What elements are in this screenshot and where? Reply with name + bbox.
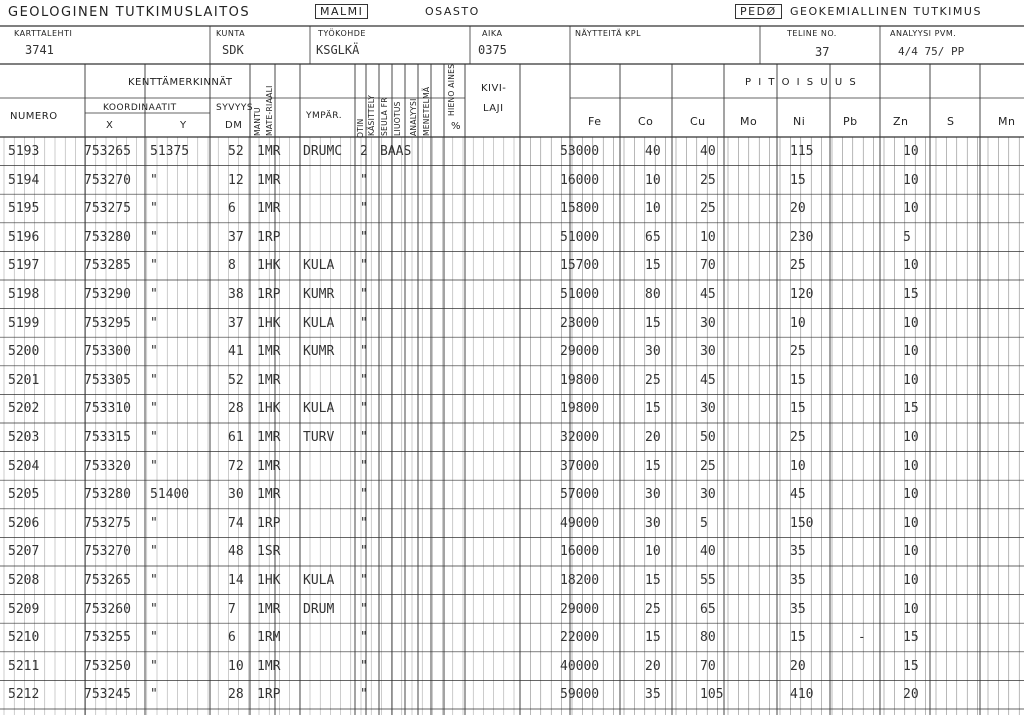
- row-depth: 74: [228, 515, 244, 531]
- row-fe: 18200: [560, 573, 600, 588]
- row-ympar: DRUM: [303, 601, 335, 617]
- row-y: ": [150, 344, 158, 360]
- row-depth: 12: [228, 172, 244, 188]
- row-number: 5195: [8, 201, 40, 217]
- row-material: 1RP: [257, 229, 281, 245]
- row-otin: ": [360, 601, 368, 617]
- row-fe: 15700: [560, 258, 600, 274]
- row-x: 753285: [84, 258, 131, 274]
- row-zn: 10: [903, 515, 919, 531]
- row-material: 1HK: [257, 401, 281, 417]
- row-ni: 120: [790, 287, 814, 302]
- row-zn: 15: [903, 630, 919, 646]
- institute-name: GEOLOGINEN TUTKIMUSLAITOS: [8, 5, 251, 20]
- fe-header: Fe: [588, 115, 602, 128]
- analyysi-header: ANALYYSI: [409, 98, 418, 136]
- row-otin: ": [360, 372, 368, 388]
- row-depth: 6: [228, 201, 236, 217]
- row-otin: ": [360, 515, 368, 531]
- row-ni: 230: [790, 229, 814, 245]
- row-y: ": [150, 315, 158, 331]
- row-cu: 30: [700, 315, 716, 331]
- menetelma-header: MENETELMÄ: [422, 86, 431, 136]
- row-otin: ": [360, 201, 368, 217]
- row-y: ": [150, 372, 158, 388]
- department-box: MALMI: [315, 4, 368, 19]
- row-otin: ": [360, 344, 368, 360]
- kivi-header: KIVI-: [481, 83, 507, 94]
- row-x: 753265: [84, 573, 131, 588]
- row-cu: 25: [700, 201, 716, 217]
- row-depth: 52: [228, 372, 244, 388]
- row-material: 1MR: [257, 172, 281, 188]
- row-co: 30: [645, 487, 661, 503]
- row-cu: 30: [700, 401, 716, 417]
- row-zn: 15: [903, 658, 919, 674]
- row-otin: ": [360, 687, 368, 703]
- row-ni: 15: [790, 630, 806, 646]
- row-x: 753305: [84, 372, 131, 388]
- row-x: 753270: [84, 172, 131, 188]
- row-zn: 10: [903, 344, 919, 360]
- kunta-label: KUNTA: [216, 29, 246, 38]
- row-material: 1RP: [257, 687, 281, 703]
- row-depth: 6: [228, 630, 236, 646]
- row-material: 1RM: [257, 630, 281, 646]
- row-number: 5208: [8, 573, 40, 588]
- row-otin: ": [360, 658, 368, 674]
- mn-header: Mn: [998, 115, 1016, 128]
- row-zn: 10: [903, 201, 919, 217]
- row-depth: 30: [228, 487, 244, 503]
- row-number: 5202: [8, 401, 40, 417]
- row-ympar: KULA: [303, 573, 335, 588]
- row-co: 80: [645, 287, 661, 302]
- row-otin: ": [360, 544, 368, 560]
- row-ni: 15: [790, 401, 806, 417]
- row-ni: 15: [790, 172, 806, 188]
- row-x: 753275: [84, 515, 131, 531]
- row-depth: 38: [228, 287, 244, 302]
- row-cu: 25: [700, 172, 716, 188]
- aika-label: AIKA: [482, 29, 503, 38]
- row-material: 1MR: [257, 201, 281, 217]
- karttalehti-label: KARTTALEHTI: [14, 29, 73, 38]
- row-material: 1MR: [257, 144, 281, 159]
- row-depth: 7: [228, 601, 236, 617]
- y-header: Y: [180, 120, 187, 131]
- row-zn: 10: [903, 258, 919, 274]
- row-co: 15: [645, 573, 661, 588]
- row-material: 1MR: [257, 430, 281, 445]
- row-depth: 37: [228, 315, 244, 331]
- analyysi-pvm-value: 4/4 75/ PP: [898, 45, 965, 58]
- section-label: GEOKEMIALLINEN TUTKIMUS: [790, 5, 982, 18]
- row-zn: 10: [903, 487, 919, 503]
- co-header: Co: [638, 115, 654, 128]
- teline-label: TELINE NO.: [787, 29, 837, 38]
- department-label: OSASTO: [425, 5, 480, 18]
- row-cu: 55: [700, 573, 716, 588]
- row-x: 753270: [84, 544, 131, 560]
- row-cu: 40: [700, 144, 716, 159]
- koordinaatit-header: KOORDINAATIT: [103, 103, 177, 113]
- row-x: 753275: [84, 201, 131, 217]
- row-zn: 15: [903, 287, 919, 302]
- row-material: 1MR: [257, 372, 281, 388]
- row-material: 1HK: [257, 258, 281, 274]
- row-y: 51400: [150, 487, 190, 503]
- row-number: 5203: [8, 430, 40, 445]
- row-ympar: KUMR: [303, 344, 335, 360]
- row-ympar: KUMR: [303, 287, 335, 302]
- row-x: 753310: [84, 401, 131, 417]
- row-co: 15: [645, 630, 661, 646]
- row-cu: 65: [700, 601, 716, 617]
- row-ni: 25: [790, 258, 806, 274]
- row-number: 5199: [8, 315, 40, 331]
- row-y: ": [150, 515, 158, 531]
- row-co: 40: [645, 144, 661, 159]
- row-zn: 10: [903, 315, 919, 331]
- row-fe: 37000: [560, 458, 600, 474]
- row-number: 5196: [8, 229, 40, 245]
- row-ni: 10: [790, 458, 806, 474]
- row-zn: 10: [903, 430, 919, 445]
- row-x: 753255: [84, 630, 131, 646]
- kenttamerkinnat-header: KENTTÄMERKINNÄT: [128, 77, 233, 88]
- row-ni: 410: [790, 687, 814, 703]
- row-fe: 32000: [560, 430, 600, 445]
- row-cu: 45: [700, 372, 716, 388]
- row-y: ": [150, 401, 158, 417]
- row-ni: 45: [790, 487, 806, 503]
- teline-value: 37: [815, 45, 830, 59]
- row-number: 5211: [8, 658, 40, 674]
- row-fe: 59000: [560, 687, 600, 703]
- row-fe: 57000: [560, 487, 600, 503]
- row-y: ": [150, 658, 158, 674]
- row-kivilaji: BAAS: [380, 144, 412, 159]
- laji-header: LAJI: [483, 103, 504, 114]
- row-otin: 2: [360, 144, 368, 159]
- row-y: ": [150, 229, 158, 245]
- row-ympar: KULA: [303, 401, 335, 417]
- row-zn: 10: [903, 172, 919, 188]
- row-otin: ": [360, 401, 368, 417]
- row-fe: 16000: [560, 544, 600, 560]
- row-ni: 25: [790, 344, 806, 360]
- row-cu: 70: [700, 258, 716, 274]
- row-x: 753290: [84, 287, 131, 302]
- row-otin: ": [360, 430, 368, 445]
- row-y: ": [150, 172, 158, 188]
- row-fe: 22000: [560, 630, 600, 646]
- row-y: ": [150, 458, 158, 474]
- row-number: 5200: [8, 344, 40, 360]
- row-fe: 40000: [560, 658, 600, 674]
- row-fe: 53000: [560, 144, 600, 159]
- row-cu: 70: [700, 658, 716, 674]
- row-otin: ": [360, 630, 368, 646]
- row-material: 1MR: [257, 658, 281, 674]
- row-ni: 10: [790, 315, 806, 331]
- row-cu: 40: [700, 544, 716, 560]
- cu-header: Cu: [690, 115, 706, 128]
- row-x: 753315: [84, 430, 131, 445]
- row-fe: 29000: [560, 601, 600, 617]
- row-otin: ": [360, 573, 368, 588]
- zn-header: Zn: [893, 115, 909, 128]
- row-fe: 16000: [560, 172, 600, 188]
- seula-header: SEULA FR: [380, 97, 389, 136]
- row-depth: 8: [228, 258, 236, 274]
- kunta-value: SDK: [222, 43, 244, 57]
- row-fe: 19800: [560, 372, 600, 388]
- row-x: 753280: [84, 229, 131, 245]
- row-x: 753295: [84, 315, 131, 331]
- row-cu: 5: [700, 515, 708, 531]
- row-ni: 115: [790, 144, 814, 159]
- aika-value: 0375: [478, 43, 507, 57]
- row-cu: 50: [700, 430, 716, 445]
- row-zn: 15: [903, 401, 919, 417]
- row-y: ": [150, 430, 158, 445]
- section-box: PEDØ: [735, 4, 782, 19]
- analyysi-pvm-label: ANALYYSI PVM.: [890, 29, 957, 38]
- row-material: 1HK: [257, 315, 281, 331]
- row-fe: 49000: [560, 515, 600, 531]
- row-zn: 10: [903, 144, 919, 159]
- row-ympar: KULA: [303, 315, 335, 331]
- row-number: 5193: [8, 144, 40, 159]
- row-pb: -: [858, 630, 866, 646]
- row-otin: ": [360, 229, 368, 245]
- row-fe: 51000: [560, 229, 600, 245]
- row-ni: 25: [790, 430, 806, 445]
- liuotus-header: LIUOTUS: [393, 101, 402, 136]
- row-zn: 5: [903, 229, 911, 245]
- row-ni: 20: [790, 658, 806, 674]
- row-cu: 30: [700, 344, 716, 360]
- karttalehti-value: 3741: [25, 43, 54, 57]
- row-otin: ": [360, 315, 368, 331]
- row-material: 1MR: [257, 601, 281, 617]
- pitoisuus-header: P I T O I S U U S: [745, 77, 858, 88]
- row-number: 5194: [8, 172, 40, 188]
- row-number: 5205: [8, 487, 40, 503]
- row-co: 10: [645, 172, 661, 188]
- row-cu: 25: [700, 458, 716, 474]
- row-otin: ": [360, 287, 368, 302]
- row-material: 1RP: [257, 515, 281, 531]
- row-zn: 10: [903, 458, 919, 474]
- ympar-header: YMPÄR.: [306, 111, 343, 121]
- row-co: 10: [645, 201, 661, 217]
- pb-header: Pb: [843, 115, 858, 128]
- materiaali-header: MATE-RIAALI: [265, 85, 274, 136]
- row-depth: 28: [228, 687, 244, 703]
- row-x: 753300: [84, 344, 131, 360]
- row-depth: 48: [228, 544, 244, 560]
- x-header: X: [106, 120, 114, 131]
- kasittely-header: KÄSITTELY: [367, 94, 376, 136]
- row-otin: ": [360, 172, 368, 188]
- row-depth: 28: [228, 401, 244, 417]
- row-ympar: KULA: [303, 258, 335, 274]
- row-material: 1MR: [257, 344, 281, 360]
- row-depth: 61: [228, 430, 244, 445]
- row-x: 753280: [84, 487, 131, 503]
- row-co: 10: [645, 544, 661, 560]
- row-y: ": [150, 630, 158, 646]
- row-material: 1MR: [257, 458, 281, 474]
- row-number: 5206: [8, 515, 40, 531]
- row-y: ": [150, 201, 158, 217]
- row-fe: 23000: [560, 315, 600, 331]
- otin-header: OTIN: [356, 118, 365, 138]
- row-zn: 10: [903, 372, 919, 388]
- row-y: 51375: [150, 144, 190, 159]
- row-fe: 19800: [560, 401, 600, 417]
- row-y: ": [150, 573, 158, 588]
- row-otin: ": [360, 458, 368, 474]
- row-number: 5201: [8, 372, 40, 388]
- row-co: 65: [645, 229, 661, 245]
- s-header: S: [947, 115, 955, 128]
- row-co: 15: [645, 458, 661, 474]
- row-depth: 10: [228, 658, 244, 674]
- row-depth: 14: [228, 573, 244, 588]
- row-zn: 20: [903, 687, 919, 703]
- row-cu: 30: [700, 487, 716, 503]
- row-fe: 15800: [560, 201, 600, 217]
- dm-header: DM: [225, 120, 243, 131]
- tyokohde-value: KSGLKÄ: [316, 43, 360, 57]
- row-depth: 37: [228, 229, 244, 245]
- row-co: 25: [645, 601, 661, 617]
- row-number: 5209: [8, 601, 40, 617]
- row-co: 15: [645, 258, 661, 274]
- row-number: 5207: [8, 544, 40, 560]
- row-ni: 35: [790, 601, 806, 617]
- row-y: ": [150, 544, 158, 560]
- row-depth: 52: [228, 144, 244, 159]
- row-co: 30: [645, 515, 661, 531]
- row-co: 15: [645, 401, 661, 417]
- row-depth: 72: [228, 458, 244, 474]
- row-ni: 35: [790, 544, 806, 560]
- row-material: 1HK: [257, 573, 281, 588]
- row-x: 753320: [84, 458, 131, 474]
- row-zn: 10: [903, 601, 919, 617]
- row-zn: 10: [903, 573, 919, 588]
- row-fe: 29000: [560, 344, 600, 360]
- row-number: 5197: [8, 258, 40, 274]
- row-number: 5204: [8, 458, 40, 474]
- tyokohde-label: TYÖKOHDE: [318, 29, 366, 38]
- row-zn: 10: [903, 544, 919, 560]
- row-y: ": [150, 258, 158, 274]
- row-ni: 15: [790, 372, 806, 388]
- row-x: 753250: [84, 658, 131, 674]
- hieno-aines-header: HIENO AINES: [447, 63, 456, 116]
- mantu-header: MANTU: [253, 107, 262, 136]
- row-cu: 45: [700, 287, 716, 302]
- row-co: 30: [645, 344, 661, 360]
- row-number: 5198: [8, 287, 40, 302]
- row-otin: ": [360, 258, 368, 274]
- row-x: 753265: [84, 144, 131, 159]
- row-co: 20: [645, 430, 661, 445]
- row-x: 753245: [84, 687, 131, 703]
- row-co: 35: [645, 687, 661, 703]
- naytteita-label: NÄYTTEITÄ KPL: [575, 29, 642, 38]
- row-x: 753260: [84, 601, 131, 617]
- row-material: 1SR: [257, 544, 281, 560]
- row-co: 25: [645, 372, 661, 388]
- row-ympar: DRUMC: [303, 144, 343, 159]
- row-co: 15: [645, 315, 661, 331]
- row-number: 5210: [8, 630, 40, 646]
- row-material: 1RP: [257, 287, 281, 302]
- row-ni: 150: [790, 515, 814, 531]
- row-ni: 20: [790, 201, 806, 217]
- row-material: 1MR: [257, 487, 281, 503]
- row-otin: ": [360, 487, 368, 503]
- row-y: ": [150, 287, 158, 302]
- row-fe: 51000: [560, 287, 600, 302]
- row-number: 5212: [8, 687, 40, 703]
- row-cu: 105: [700, 687, 724, 703]
- row-y: ": [150, 601, 158, 617]
- syvyys-header: SYVYYS: [216, 103, 254, 113]
- row-depth: 41: [228, 344, 244, 360]
- numero-header: NUMERO: [10, 111, 58, 122]
- row-ympar: TURV: [303, 430, 335, 445]
- row-cu: 10: [700, 229, 716, 245]
- row-y: ": [150, 687, 158, 703]
- ni-header: Ni: [793, 115, 806, 128]
- row-cu: 80: [700, 630, 716, 646]
- row-ni: 35: [790, 573, 806, 588]
- row-co: 20: [645, 658, 661, 674]
- mo-header: Mo: [740, 115, 758, 128]
- percent-header: %: [451, 121, 462, 132]
